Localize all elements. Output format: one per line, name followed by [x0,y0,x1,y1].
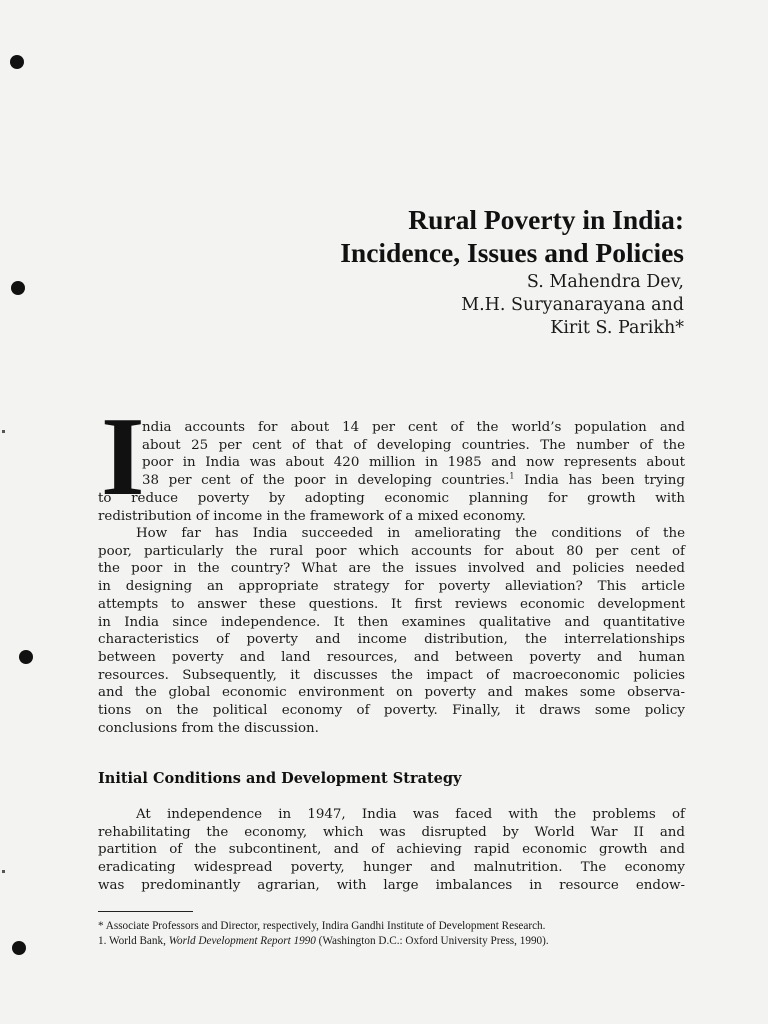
footnote-rule [98,911,193,912]
punch-hole-upper [11,281,25,295]
intro-paragraph [98,395,685,525]
text-line: in India since independence. It then examines qualitative and quantitative [98,614,685,630]
author-line-3: Kirit S. Parikh* [550,318,684,338]
text-line: was predominantly agrarian, with large imbalances in resource endow- [98,877,685,893]
text-line: the poor in the country? What are the issues involved and policies needed [98,561,685,577]
text-line: At independence in 1947, India was faced with the problems of [136,807,685,822]
text-line: about 25 per cent of that of developing countries. The number of the [142,437,685,453]
footnote-cited-title: World Development Report 1990 [168,935,316,947]
margin-mark [2,430,5,433]
body-paragraph-3 [98,806,685,895]
text-line: and the global economic environment on poverty and makes some observa- [98,685,685,701]
text-line: conclusions from the discussion. [98,720,319,736]
text-line: characteristics of poverty and income distribution, the interrelationships [98,632,685,648]
text-line: partition of the subcontinent, and of achieving rapid economic growth and [98,842,685,858]
punch-hole-top [10,55,24,69]
text-line: attempts to answer these questions. It first reviews economic development [98,596,685,612]
author-line-2: M.H. Suryanarayana and [461,295,684,315]
text-line: in designing an appropriate strategy for poverty alleviation? This article [98,579,685,595]
footnote-text: 1. World Bank, [98,935,169,947]
author-line-1: S. Mahendra Dev, [526,272,684,292]
body-paragraph-2 [98,525,685,737]
text-line: tions on the political economy of poverty. Finally, it draws some policy [98,703,685,719]
article-header [340,203,684,340]
text-line: resources. Subsequently, it discusses the impact of macroeconomic policies [98,667,685,683]
drop-cap: I [101,395,145,519]
text-line: ndia accounts for about 14 per cent of the world’s population and [142,420,685,435]
footnote-1 [98,934,549,948]
footnote-text: (Washington D.C.: Oxford University Press, 1990). [315,935,549,947]
footnote-ref: 1 [509,471,515,481]
author-list [340,271,684,340]
text-line: How far has India succeeded in ameliorating the conditions of the [136,526,685,541]
footnote-star: * Associate Professors and Director, respectively, Indira Gandhi Institute of Development Research. [98,920,546,932]
margin-mark [2,870,5,873]
text-line: between poverty and land resources, and between poverty and human [98,649,685,665]
punch-hole-bottom [12,941,26,955]
text-line: poor in India was about 420 million in 1985 and now represents about [142,455,685,471]
text-line: poor, particularly the rural poor which accounts for about 80 per cent of [98,543,685,559]
title-line-1: Rural Poverty in India: [408,204,684,235]
text-line: to reduce poverty by adopting economic planning for growth with [98,490,685,506]
text-line: eradicating widespread poverty, hunger and malnutrition. The economy [98,860,685,876]
text-segment: India has been trying [514,473,685,489]
text-line [142,472,685,490]
section-heading: Initial Conditions and Development Strategy [98,770,462,787]
text-line: rehabilitating the economy, which was disrupted by World War II and [98,824,685,840]
punch-hole-lower [19,650,33,664]
text-line: redistribution of income in the framework of a mixed economy. [98,508,526,524]
text-segment: 38 per cent of the poor in developing countries. [142,473,510,489]
title-line-2: Incidence, Issues and Policies [340,237,684,268]
